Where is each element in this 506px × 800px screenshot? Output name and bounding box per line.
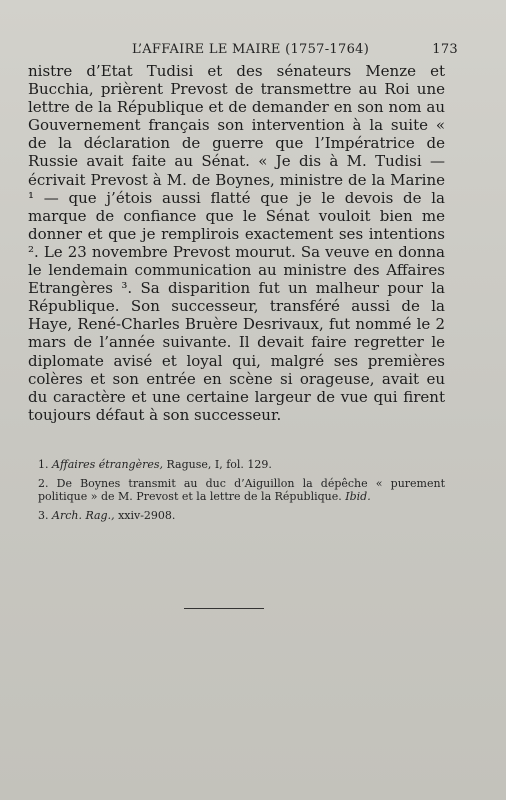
footnote-3-number: 3. xyxy=(38,509,49,522)
page-number: 173 xyxy=(432,42,458,57)
footnote-2-text: De Boynes transmit au duc d’Aiguillon la dépêche « purement politique » de M. Prevost et la lettre de la République. xyxy=(38,477,445,503)
footnote-2 xyxy=(28,477,445,503)
footnote-3-text: xxiv-2908. xyxy=(114,509,176,522)
footnote-2-italic-after: Ibid. xyxy=(345,490,371,503)
footnote-3-italic: Arch. Rag., xyxy=(52,509,115,522)
footnote-1-text: Raguse, I, fol. 129. xyxy=(163,458,272,471)
body-paragraph: nistre d’Etat Tudisi et des sénateurs Menze et Bucchia, prièrent Prevost de transmettre au Roi une lettre de la République et de demander en son nom au Gouvernement français son intervention à la suite « de la déclaration de guerre que l’Impératrice de Russie avait faite au Sénat. « Je dis à M. Tudisi — écrivait Prevost à M. de Boynes, ministre de la Marine ¹ — que j’étois aussi flatté que je le devois de la marque de confiance que le Sénat vouloit bien me donner et que je remplirois exactement ses intentions ². Le 23 novembre Prevost mourut. Sa veuve en donna le lendemain communication au ministre des Affaires Etrangères ³. Sa disparition fut un malheur pour la République. Son successeur, transféré aussi de la Haye, René-Charles Bruère Desrivaux, fut nommé le 2 mars de l’année suivante. Il devait faire regretter le diplomate avisé et loyal qui, malgré ses premières colères et son entrée en scène si orageuse, avait eu du caractère et une certaine largeur de vue qui firent toujours défaut à son successeur. xyxy=(28,62,445,424)
footnote-2-number: 2. xyxy=(38,477,49,490)
running-head xyxy=(28,40,458,60)
footnote-1-number: 1. xyxy=(38,458,49,471)
footnote-1-italic: Affaires étrangères, xyxy=(52,458,164,471)
horizontal-rule xyxy=(184,608,264,609)
running-head-title: L’AFFAIRE LE MAIRE (1757-1764) xyxy=(132,42,370,57)
footnotes xyxy=(28,458,445,528)
footnote-3 xyxy=(28,509,445,522)
footnote-1 xyxy=(28,458,445,471)
